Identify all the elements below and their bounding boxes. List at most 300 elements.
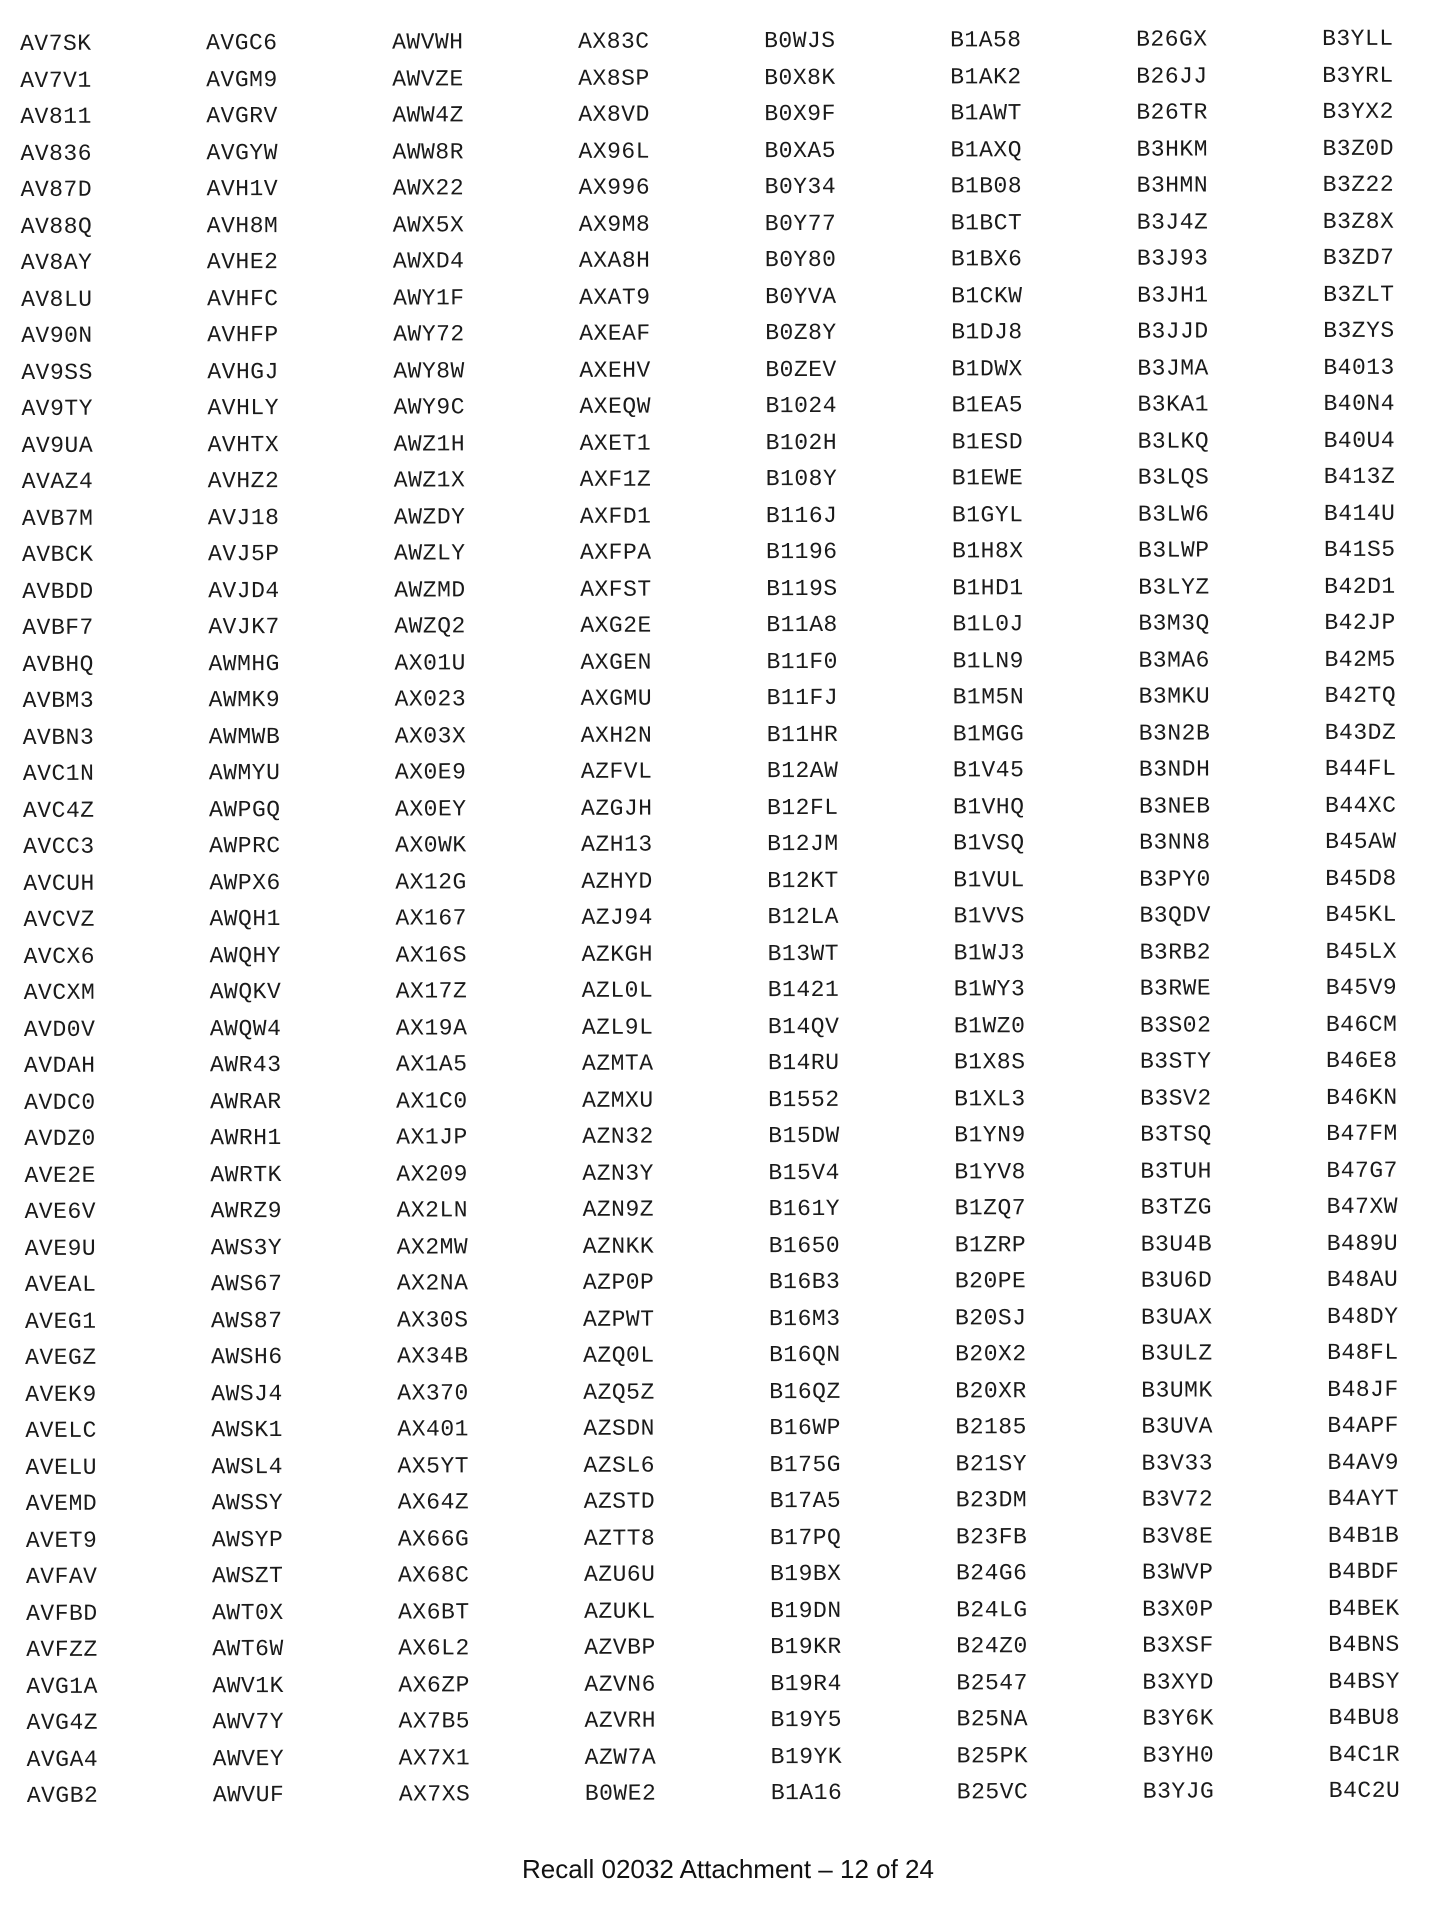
code-cell: AWW8R (392, 138, 465, 166)
code-cell: AV9UA (21, 432, 94, 459)
code-cell: AZHYD (581, 868, 653, 895)
code-cell: AVBM3 (22, 687, 95, 714)
code-cell: B23FB (955, 1523, 1028, 1550)
code-cell: AVGC6 (206, 30, 278, 57)
code-cell: AX2MW (396, 1233, 469, 1261)
code-cell: B3U6D (1140, 1267, 1213, 1294)
code-cell: B3LKQ (1137, 427, 1210, 455)
code-cell: AXEQW (579, 393, 652, 420)
code-cell: B3UVA (1141, 1413, 1213, 1440)
code-cell: B1AXQ (950, 136, 1023, 163)
code-cell: AWVWH (392, 29, 464, 56)
code-cell: B4013 (1323, 354, 1395, 381)
code-cell: B12FL (766, 794, 839, 821)
code-cell: AZUKL (584, 1598, 656, 1625)
code-cell: AVHZ2 (207, 468, 280, 495)
code-cell: B40U4 (1323, 427, 1396, 454)
code-cell: B1H8X (951, 538, 1024, 565)
code-cell: B11A8 (766, 611, 838, 639)
code-cell: B20X2 (955, 1341, 1027, 1368)
code-cell: B44XC (1324, 792, 1397, 819)
code-cell: AZN9Z (582, 1196, 655, 1223)
code-cell: B24G6 (955, 1560, 1028, 1587)
code-cell: AVELC (25, 1417, 97, 1444)
code-cell: B45V9 (1325, 974, 1398, 1001)
code-cell: AVC1N (22, 760, 95, 787)
code-cell: AWX22 (392, 175, 465, 202)
code-cell: B1L0J (952, 611, 1024, 638)
code-cell: AX83C (578, 28, 650, 55)
code-column (392, 24, 585, 1808)
code-cell: B0ZEV (765, 356, 837, 383)
code-cell: B1ZQ7 (954, 1195, 1027, 1222)
code-cell: AX0E9 (394, 759, 467, 786)
code-cell: B1V45 (952, 757, 1025, 784)
code-cell: B3TZG (1140, 1194, 1213, 1221)
code-cell: B4BSY (1328, 1668, 1400, 1695)
code-cell: AX8VD (578, 101, 650, 128)
page-footer: Recall 02032 Attachment – 12 of 24 (522, 1854, 934, 1884)
code-cell: AZJ94 (581, 904, 653, 931)
code-cell: AVDZ0 (24, 1125, 96, 1152)
code-cell: AVGYW (206, 139, 279, 166)
code-cell: AZVBP (584, 1634, 656, 1661)
code-cell: AVCUH (23, 870, 95, 897)
code-cell: AZTT8 (583, 1525, 656, 1552)
code-column (1322, 20, 1456, 1804)
code-cell: B1WZ0 (953, 1012, 1026, 1039)
code-cell: B3RWE (1139, 975, 1212, 1002)
code-cell: B46E8 (1325, 1047, 1398, 1074)
code-cell: AZNKK (582, 1233, 655, 1260)
code-cell: B1M5N (952, 684, 1025, 711)
code-cell: AZKGH (581, 941, 654, 968)
code-cell: B3KA1 (1137, 391, 1210, 418)
code-cell: B0WJS (764, 27, 836, 55)
code-cell: AWY9C (393, 394, 466, 421)
code-cell: B48JF (1327, 1376, 1399, 1403)
code-cell: B3LQS (1137, 464, 1210, 491)
code-cell: B3ZYS (1323, 317, 1395, 344)
code-cell: AVJ5P (207, 541, 280, 568)
code-cell: AVE9U (24, 1235, 97, 1262)
code-cell: AVHFC (206, 285, 279, 312)
code-cell: AWY8W (393, 357, 465, 385)
code-cell: B3ZLT (1322, 281, 1395, 308)
code-cell: AX0WK (395, 832, 467, 859)
code-cell: B12KT (767, 867, 839, 894)
code-cell: B16WP (769, 1414, 841, 1442)
code-cell: AWSSY (211, 1490, 284, 1517)
code-cell: AVGRV (206, 103, 278, 130)
code-cell: B19R4 (770, 1670, 842, 1697)
code-cell: AVJK7 (208, 614, 280, 641)
code-cell: AZL0L (581, 977, 654, 1004)
code-cell: AXA8H (578, 247, 651, 274)
code-cell: AXG2E (580, 612, 652, 639)
code-cell: AV7V1 (20, 67, 92, 94)
code-cell: AWRZ9 (210, 1198, 283, 1225)
code-cell: B16M3 (768, 1305, 841, 1332)
code-cell: B47XW (1326, 1193, 1399, 1220)
code-cell: AXFPA (579, 539, 652, 566)
code-cell: AVGM9 (206, 66, 278, 93)
code-cell: AWZ1H (393, 430, 466, 458)
code-cell: B1WJ3 (953, 939, 1026, 966)
code-cell: B47G7 (1326, 1157, 1398, 1184)
code-cell: B17A5 (769, 1487, 842, 1515)
code-cell: AX401 (397, 1416, 469, 1443)
code-cell: AZQ0L (583, 1342, 655, 1369)
code-cell: B42M5 (1324, 646, 1397, 673)
code-cell: AX17Z (395, 978, 468, 1005)
code-cell: B3YH0 (1142, 1741, 1215, 1769)
code-cell: B4BU8 (1328, 1704, 1401, 1731)
code-cell: AZSL6 (583, 1452, 656, 1479)
code-cell: AVEGZ (25, 1344, 97, 1371)
code-cell: B42JP (1324, 609, 1396, 636)
code-cell: B3J4Z (1136, 208, 1209, 236)
code-cell: AWV7Y (212, 1708, 285, 1736)
code-cell: AV7SK (20, 30, 92, 57)
code-cell: AX370 (397, 1379, 469, 1407)
code-cell: B0WE2 (584, 1780, 657, 1807)
code-cell: AV90N (21, 322, 93, 349)
code-cell: B3STY (1139, 1048, 1212, 1075)
code-cell: B1X8S (953, 1049, 1026, 1076)
code-cell: B3J93 (1136, 245, 1209, 272)
code-cell: AWRTK (210, 1161, 282, 1188)
code-cell: B0X9F (764, 100, 836, 128)
code-cell: B1VHQ (952, 793, 1025, 820)
code-cell: B3UAX (1140, 1303, 1213, 1331)
code-cell: B3LYZ (1138, 573, 1210, 601)
code-cell: B45LX (1325, 938, 1398, 965)
code-cell: B1AWT (950, 100, 1022, 127)
code-cell: B3Z22 (1322, 171, 1395, 198)
code-cell: AVBDD (22, 578, 94, 605)
code-cell: AVDC0 (24, 1089, 96, 1116)
code-cell: B20SJ (954, 1304, 1027, 1331)
code-cell: B3S02 (1139, 1011, 1212, 1039)
code-cell: B4C1R (1328, 1741, 1401, 1768)
code-cell: B1196 (765, 538, 838, 566)
code-cell: AVHGJ (207, 358, 279, 385)
code-cell: AZP0P (582, 1269, 655, 1296)
code-cell: AWPGQ (208, 796, 281, 823)
code-cell: B1ESD (951, 428, 1024, 455)
code-cell: AX68C (397, 1562, 470, 1589)
code-cell: B1GYL (951, 501, 1024, 528)
code-cell: AX30S (396, 1306, 469, 1334)
code-cell: B26GX (1136, 26, 1208, 53)
code-cell: B24LG (956, 1596, 1028, 1623)
code-cell: AX7X1 (398, 1744, 471, 1772)
code-cell: B12JM (767, 830, 839, 858)
code-cell: AX0EY (394, 795, 467, 823)
code-cell: AVJD4 (208, 577, 280, 604)
code-cell: AVCC3 (23, 833, 95, 860)
code-cell: B3TSQ (1140, 1121, 1212, 1148)
code-cell: AX64Z (397, 1489, 470, 1516)
code-cell: AWZMD (394, 576, 466, 604)
code-cell: AV9SS (21, 359, 93, 386)
code-cell: B4BEK (1328, 1595, 1400, 1622)
code-cell: B119S (766, 575, 838, 602)
code-cell: B3XYD (1142, 1668, 1214, 1696)
code-cell: B1VVS (953, 903, 1025, 930)
code-cell: B3Y6K (1142, 1705, 1215, 1732)
code-cell: B3JMA (1137, 354, 1209, 382)
code-cell: B102H (765, 429, 838, 456)
code-cell: B161Y (768, 1195, 841, 1223)
code-cell: B1BCT (950, 209, 1023, 236)
code-cell: B19Y5 (770, 1706, 843, 1734)
code-cell: AV836 (20, 140, 93, 167)
code-column (764, 22, 957, 1807)
code-cell: B19YK (770, 1743, 843, 1770)
code-cell: B23DM (955, 1487, 1028, 1514)
code-cell: AVFBD (26, 1600, 98, 1627)
code-cell: AX1JP (396, 1124, 468, 1151)
code-cell: AX6ZP (398, 1671, 470, 1699)
code-cell: B4BNS (1328, 1631, 1400, 1658)
code-cell: AWSL4 (211, 1453, 284, 1480)
code-cell: AVG1A (26, 1673, 98, 1700)
code-cell: AWZQ2 (394, 613, 466, 640)
code-cell: B489U (1326, 1230, 1399, 1257)
code-cell: B3HMN (1136, 172, 1209, 199)
code-cell: AVFZZ (26, 1636, 98, 1663)
code-cell: AX34B (397, 1343, 469, 1370)
code-cell: B17PQ (769, 1524, 842, 1551)
code-cell: AWMHG (208, 650, 281, 677)
code-cell: B3LWP (1137, 537, 1210, 564)
code-cell: B47FM (1326, 1120, 1398, 1147)
code-cell: AWSK1 (211, 1417, 283, 1444)
code-cell: B3SV2 (1140, 1084, 1212, 1112)
code-cell: B14RU (767, 1049, 840, 1077)
code-cell: B175G (769, 1451, 842, 1478)
code-cell: B1024 (765, 392, 838, 420)
code-cell: B24Z0 (956, 1633, 1028, 1660)
code-cell: B0YVA (764, 283, 837, 310)
code-cell: B0Z8Y (765, 319, 837, 347)
code-cell: AWW4Z (392, 102, 464, 129)
code-cell: B3YJG (1142, 1778, 1215, 1805)
code-cell: B3N2B (1138, 719, 1211, 747)
code-cell: AXGMU (580, 685, 653, 712)
code-cell: AVE6V (24, 1198, 97, 1225)
code-cell: B11FJ (766, 684, 839, 712)
code-cell: AWV1K (212, 1672, 284, 1699)
code-cell: B3HKM (1136, 135, 1209, 163)
code-cell: AX2NA (396, 1270, 469, 1297)
code-cell: B14QV (767, 1013, 840, 1040)
code-cell: B3ZD7 (1322, 244, 1395, 271)
code-cell: B1WY3 (953, 976, 1026, 1003)
code-cell: B13WT (767, 940, 840, 967)
code-cell: B25PK (956, 1742, 1029, 1769)
code-cell: AXH2N (580, 722, 653, 749)
code-column (1136, 21, 1329, 1805)
code-cell: AWQW4 (209, 1015, 282, 1042)
code-cell: AVB7M (21, 505, 94, 532)
code-cell: AXFD1 (579, 503, 652, 530)
code-cell: AWVUF (212, 1781, 285, 1809)
code-cell: B15V4 (768, 1159, 840, 1186)
code-cell: B4B1B (1327, 1522, 1400, 1549)
code-cell: AX7XS (398, 1781, 471, 1808)
code-cell: AWSYP (211, 1526, 284, 1553)
code-cell: B26JJ (1136, 62, 1208, 90)
code-cell: B3V8E (1141, 1522, 1214, 1550)
code-cell: AXEAF (579, 320, 651, 347)
code-cell: B414U (1323, 500, 1396, 527)
code-cell: B0XA5 (764, 137, 837, 164)
code-cell: B3TUH (1140, 1157, 1212, 1185)
code-cell: B3Z8X (1322, 208, 1395, 235)
code-cell: AVH8M (206, 212, 279, 239)
code-cell: AVBHQ (22, 651, 95, 678)
code-cell: B1DWX (951, 355, 1023, 382)
code-cell: B43DZ (1324, 719, 1397, 746)
code-cell: AVE2E (24, 1162, 96, 1189)
code-cell: AX6L2 (398, 1635, 470, 1662)
code-cell: B3UMK (1141, 1376, 1213, 1404)
code-cell: AXET1 (579, 430, 652, 457)
code-cell: AZSDN (583, 1415, 655, 1442)
code-column (578, 23, 771, 1807)
code-cell: AXAT9 (578, 284, 651, 311)
code-cell: B116J (765, 502, 838, 529)
code-cell: AZMXU (582, 1087, 654, 1114)
code-cell: AX19A (395, 1014, 468, 1042)
code-column (950, 22, 1143, 1806)
code-cell: AWPX6 (209, 869, 281, 896)
code-cell: AV8AY (20, 249, 93, 276)
code-cell: B12LA (767, 903, 839, 931)
code-cell: B46KN (1326, 1084, 1398, 1111)
code-cell: AVCX6 (23, 943, 96, 970)
code-cell: AVBF7 (22, 614, 94, 641)
code-cell: B16QZ (769, 1378, 841, 1405)
code-cell: B3X0P (1142, 1595, 1214, 1623)
code-cell: AWVZE (392, 65, 464, 93)
code-cell: AZH13 (581, 831, 653, 858)
code-cell: AZN3Y (582, 1160, 654, 1187)
code-cell: B1EWE (951, 465, 1024, 492)
code-cell: B1ZRP (954, 1231, 1027, 1258)
code-cell: AVEMD (25, 1490, 98, 1517)
code-cell: AWZLY (393, 540, 466, 567)
code-cell: B3U4B (1140, 1230, 1213, 1258)
code-cell: B42D1 (1324, 573, 1396, 600)
code-cell: B20XR (955, 1377, 1027, 1404)
code-cell: AZPWT (582, 1306, 655, 1333)
code-cell: B3LW6 (1137, 500, 1210, 528)
code-cell: AWS87 (210, 1307, 283, 1334)
code-cell: AVHTX (207, 431, 280, 458)
code-cell: B3M3Q (1138, 610, 1210, 637)
code-cell: B25NA (956, 1706, 1029, 1733)
code-cell: AVAZ4 (21, 468, 94, 495)
code-cell: AXEHV (579, 357, 651, 384)
code-cell: AWX5X (392, 211, 465, 239)
code-column (20, 25, 213, 1809)
code-cell: B3WVP (1141, 1559, 1214, 1586)
code-cell: B2547 (956, 1669, 1028, 1696)
code-cell: AVELU (25, 1454, 98, 1481)
code-cell: AX16S (395, 941, 468, 969)
code-cell: B0Y34 (764, 173, 837, 201)
code-cell: AWY72 (393, 321, 465, 348)
code-cell: B3YLL (1322, 25, 1394, 53)
code-cell: B1A16 (770, 1779, 843, 1807)
code-cell: B20PE (954, 1268, 1027, 1295)
recall-code-table (20, 21, 1447, 1809)
code-cell: B1BX6 (950, 246, 1023, 273)
code-cell: AWPRC (209, 833, 281, 860)
code-cell: B42TQ (1324, 682, 1397, 709)
code-cell: AWMYU (208, 760, 281, 787)
code-cell: AVEK9 (25, 1381, 97, 1408)
code-cell: AX167 (395, 905, 467, 932)
code-cell: B1650 (768, 1232, 841, 1259)
code-cell: AVBN3 (22, 724, 95, 751)
code-cell: B12AW (766, 757, 839, 785)
code-cell: B1VUL (953, 866, 1025, 893)
code-cell: B3QDV (1139, 902, 1211, 929)
code-cell: B11HR (766, 721, 839, 748)
code-cell: AX2LN (396, 1197, 469, 1224)
code-cell: AZL9L (581, 1014, 654, 1041)
code-cell: AWR43 (209, 1052, 282, 1079)
code-cell: AVD0V (23, 1016, 96, 1043)
code-cell: B3YRL (1322, 62, 1394, 89)
code-cell: AX96L (578, 138, 651, 165)
code-cell: B1HD1 (952, 574, 1024, 601)
code-cell: AVHE2 (206, 249, 279, 276)
code-cell: B3JJD (1137, 318, 1209, 345)
code-cell: B4AYT (1327, 1485, 1400, 1512)
code-cell: AVEG1 (24, 1308, 97, 1335)
code-cell: B1YV8 (954, 1158, 1026, 1185)
code-cell: AVCXM (23, 979, 96, 1006)
code-cell: AWRAR (210, 1088, 282, 1115)
code-cell: B3NN8 (1139, 829, 1211, 856)
code-cell: AWS3Y (210, 1234, 283, 1261)
code-cell: AV811 (20, 103, 92, 130)
code-cell: B19KR (770, 1633, 842, 1661)
code-cell: AX03X (394, 722, 467, 750)
code-cell: AVBCK (21, 541, 94, 568)
code-cell: AWT0X (212, 1599, 284, 1626)
code-cell: AX6BT (398, 1598, 470, 1626)
code-cell: AV8LU (21, 286, 93, 313)
code-cell: B1A58 (950, 27, 1022, 54)
code-cell: B1AK2 (950, 63, 1022, 90)
code-cell: B3NDH (1138, 756, 1211, 783)
code-cell: AZSTD (583, 1488, 656, 1515)
code-cell: B3MKU (1138, 683, 1211, 710)
code-cell: B16B3 (768, 1268, 841, 1296)
code-cell: B48AU (1326, 1266, 1399, 1293)
code-cell: B11F0 (766, 648, 839, 675)
code-cell: AZFVL (580, 758, 653, 785)
code-cell: AZU6U (583, 1561, 656, 1588)
code-cell: AWZ1X (393, 467, 466, 494)
